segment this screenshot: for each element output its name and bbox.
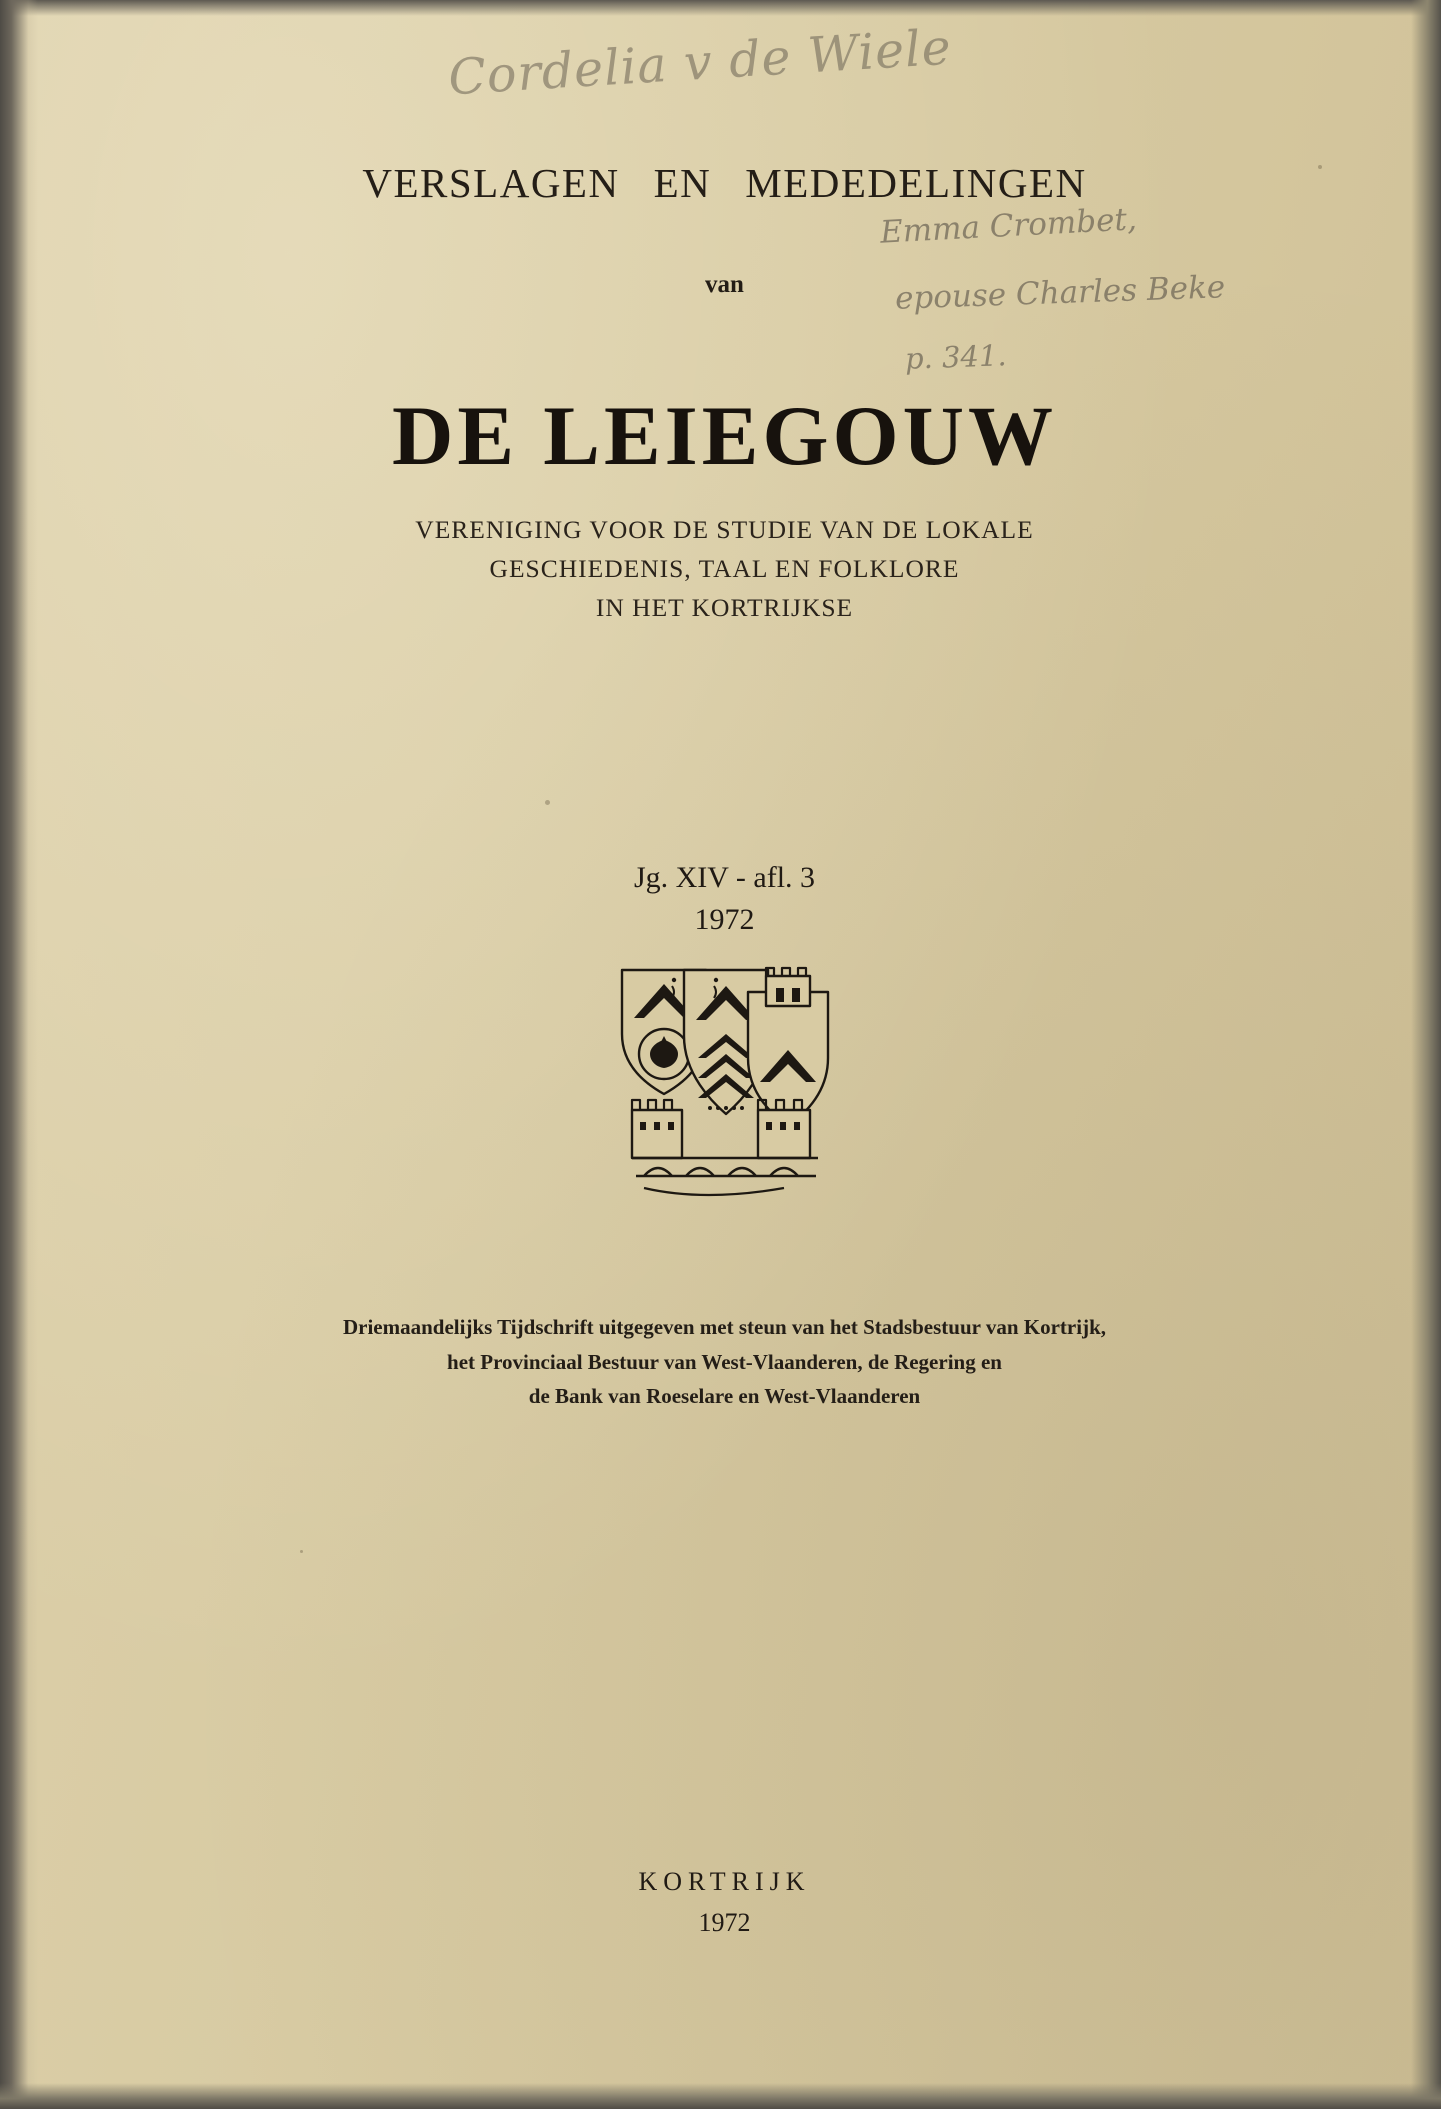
van-label: van bbox=[705, 271, 744, 298]
page-edge-bottom bbox=[0, 2083, 1441, 2109]
imprint bbox=[38, 1862, 1411, 1943]
series-title bbox=[38, 159, 1411, 207]
funding-statement bbox=[165, 1310, 1285, 1414]
journal-title: DE LEIEGOUW bbox=[391, 389, 1058, 483]
subtitle-line-1: VERENIGING VOOR DE STUDIE VAN DE LOKALE bbox=[415, 515, 1034, 544]
subtitle-line-3: IN HET KORTRIJKSE bbox=[595, 592, 854, 622]
journal-subtitle bbox=[38, 511, 1411, 627]
handwritten-annotation-1: Cordelia v de Wiele bbox=[446, 18, 954, 107]
subtitle-line-2: GESCHIEDENIS, TAAL EN FOLKLORE bbox=[489, 553, 960, 583]
handwritten-annotation-2: Emma Crombet, bbox=[879, 201, 1138, 251]
issue-volume: Jg. XIV - afl. 3 bbox=[633, 861, 816, 895]
issue-info bbox=[38, 857, 1411, 940]
funding-line-1: Driemaandelijks Tijdschrift uitgegeven met steun van het Stadsbestuur van Kortrijk, bbox=[342, 1315, 1106, 1340]
funding-line-3: de Bank van Roeselare en West-Vlaanderen bbox=[528, 1384, 921, 1409]
issue-year: 1972 bbox=[694, 902, 755, 936]
page-edge-left bbox=[0, 0, 38, 2109]
series-title-word-3: MEDEDELINGEN bbox=[745, 160, 1087, 206]
cover-content bbox=[38, 16, 1411, 2083]
series-title-word-2: EN bbox=[653, 160, 712, 206]
imprint-year: 1972 bbox=[698, 1907, 751, 1937]
series-title-word-1: VERSLAGEN bbox=[362, 160, 620, 206]
coat-of-arms-icon bbox=[38, 962, 1411, 1232]
imprint-city: KORTRIJK bbox=[638, 1867, 811, 1897]
handwritten-annotation-3: epouse Charles Beke bbox=[894, 269, 1226, 317]
funding-line-2: het Provinciaal Bestuur van West-Vlaanderen, de Regering en bbox=[447, 1349, 1002, 1374]
page-edge-top bbox=[0, 0, 1441, 16]
page-edge-right bbox=[1411, 0, 1441, 2109]
handwritten-annotation-4: p. 341. bbox=[904, 338, 1008, 376]
